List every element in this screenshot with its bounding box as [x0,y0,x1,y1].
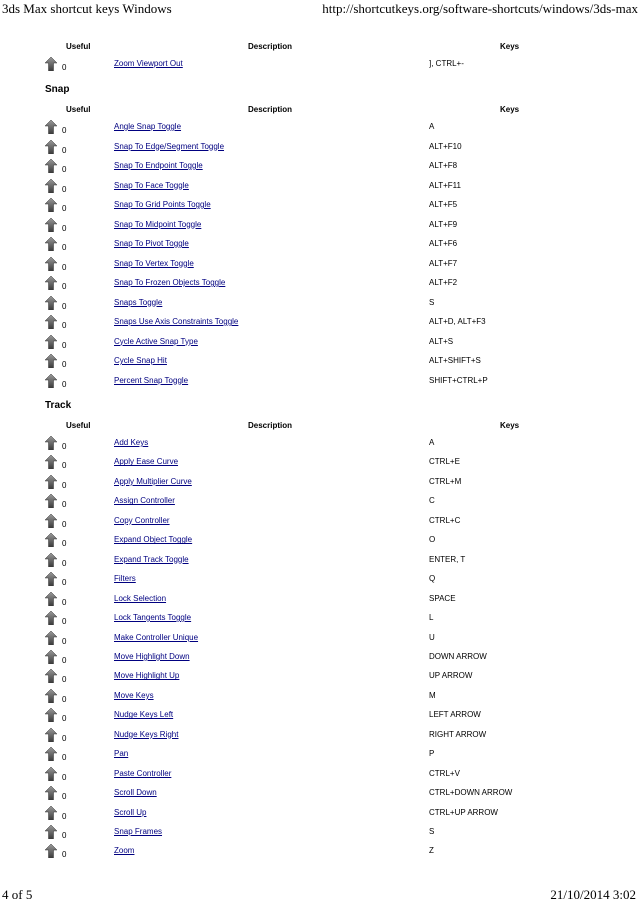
shortcut-description-link[interactable]: Make Controller Unique [114,632,199,642]
table-row [0,611,638,629]
vote-up-arrow-icon[interactable] [45,708,57,722]
shortcut-description-link[interactable]: Snap To Grid Points Toggle [114,200,211,209]
shortcut-description-link[interactable]: Move Highlight Down [114,651,190,661]
table-row [0,374,638,392]
table-row [0,475,638,493]
table-row [0,825,638,843]
shortcut-keys: SHIFT+CTRL+P [429,375,488,385]
table-row [0,57,638,75]
shortcut-description-link[interactable]: Percent Snap Toggle [114,375,189,385]
table-row [0,767,638,785]
useful-count: 0 [62,145,67,155]
useful-count: 0 [62,126,67,135]
column-header-description: Description [248,42,293,51]
vote-up-arrow-icon[interactable] [45,218,57,232]
vote-up-arrow-icon[interactable] [45,728,57,742]
vote-up-arrow-icon[interactable] [45,650,57,664]
vote-up-arrow-icon[interactable] [45,57,57,71]
vote-up-arrow-icon[interactable] [45,179,57,193]
shortcut-keys: Q [429,574,436,584]
shortcut-description-link[interactable]: Assign Controller [114,496,175,506]
shortcut-keys: UP ARROW [429,671,473,681]
column-header-description: Description [248,421,293,430]
shortcut-description-link[interactable]: Snap To Edge/Segment Toggle [114,141,225,151]
shortcut-description-link[interactable]: Snap To Pivot Toggle [114,239,189,248]
table-row [0,572,638,590]
shortcut-keys: ALT+D, ALT+F3 [429,317,486,326]
useful-count: 0 [62,617,67,627]
useful-count: 0 [62,811,67,821]
shortcut-keys: SPACE [429,593,456,603]
shortcut-description-link[interactable]: Angle Snap Toggle [114,122,182,131]
shortcut-keys: ALT+F10 [429,141,462,151]
column-header-useful: Useful [66,421,91,430]
vote-up-arrow-icon[interactable] [45,354,57,368]
shortcut-keys: DOWN ARROW [429,651,487,661]
table-row [0,257,638,275]
shortcut-description-link[interactable]: Filters [114,574,136,584]
vote-up-arrow-icon[interactable] [45,825,57,839]
shortcut-keys: CTRL+V [429,768,460,778]
useful-count: 0 [62,597,67,607]
useful-count: 0 [62,360,67,369]
table-row [0,198,638,216]
table-row [0,296,638,314]
shortcut-keys: CTRL+DOWN ARROW [429,788,513,798]
useful-count: 0 [62,636,67,646]
table-row [0,159,638,177]
table-row [0,218,638,236]
table-row [0,747,638,765]
shortcut-keys: ALT+F8 [429,161,458,170]
useful-count: 0 [62,301,67,311]
shortcut-description-link[interactable]: Cycle Active Snap Type [114,336,198,346]
useful-count: 0 [62,262,67,272]
vote-up-arrow-icon[interactable] [45,572,57,586]
table-row [0,315,638,333]
table-row [0,786,638,804]
shortcut-description-link[interactable]: Snap Frames [114,827,163,836]
vote-up-arrow-icon[interactable] [45,475,57,489]
table-row [0,631,638,649]
shortcut-keys: CTRL+UP ARROW [429,807,498,817]
vote-up-arrow-icon[interactable] [45,533,57,547]
useful-count: 0 [62,850,67,860]
print-footer-page: 4 of 5 [2,887,33,902]
shortcut-keys: CTRL+E [429,457,460,467]
useful-count: 0 [62,694,67,704]
shortcut-description-link[interactable]: Scroll Down [114,788,157,798]
useful-count: 0 [62,340,67,350]
section-title-snap: Snap [45,84,70,95]
shortcut-description-link[interactable]: Add Keys [114,438,149,447]
shortcut-keys: ALT+F6 [429,239,458,248]
shortcut-description-link[interactable]: Nudge Keys Right [114,729,179,739]
vote-up-arrow-icon[interactable] [45,140,57,154]
vote-up-arrow-icon[interactable] [45,159,57,173]
table-row [0,806,638,824]
print-header-url: http://shortcutkeys.org/software-shortcuts/windows/3ds-max [322,1,638,16]
shortcut-keys: O [429,535,436,545]
vote-up-arrow-icon[interactable] [45,553,57,567]
shortcut-keys: P [429,749,435,759]
vote-up-arrow-icon[interactable] [45,669,57,683]
shortcut-description-link[interactable]: Lock Tangents Toggle [114,613,192,623]
shortcut-description-link[interactable]: Move Keys [114,690,154,700]
useful-count: 0 [62,223,67,233]
useful-count: 0 [62,480,67,490]
vote-up-arrow-icon[interactable] [45,237,57,251]
useful-count: 0 [62,539,67,549]
shortcut-keys: L [429,613,434,623]
shortcut-keys: ALT+F7 [429,258,458,268]
table-row [0,553,638,571]
vote-up-arrow-icon[interactable] [45,592,57,606]
useful-count: 0 [62,243,67,252]
shortcut-keys: U [429,632,435,642]
useful-count: 0 [62,733,67,743]
shortcut-description-link[interactable]: Snap To Face Toggle [114,180,189,190]
shortcut-description-link[interactable]: Apply Multiplier Curve [114,476,192,486]
vote-up-arrow-icon[interactable] [45,276,57,290]
table-row [0,354,638,372]
shortcut-keys: ALT+F2 [429,278,458,287]
table-row [0,728,638,746]
useful-count: 0 [62,714,67,724]
useful-count: 0 [62,772,67,782]
shortcut-description-link[interactable]: Snap To Endpoint Toggle [114,161,203,170]
shortcut-keys: ALT+F9 [429,219,458,229]
section-title-track: Track [45,400,72,411]
vote-up-arrow-icon[interactable] [45,198,57,212]
print-footer-date: 21/10/2014 3:02 [550,887,636,902]
vote-up-arrow-icon[interactable] [45,315,57,329]
shortcut-description-link[interactable]: Paste Controller [114,768,172,778]
table-row [0,455,638,473]
shortcut-keys: Z [429,846,434,856]
table-row [0,669,638,687]
shortcut-keys: ALT+F11 [429,180,461,190]
vote-up-arrow-icon[interactable] [45,806,57,820]
shortcut-keys: C [429,496,435,506]
vote-up-arrow-icon[interactable] [45,786,57,800]
table-row [0,335,638,353]
shortcut-keys: A [429,122,435,131]
shortcut-description-link[interactable]: Scroll Up [114,807,147,817]
shortcut-keys: ALT+SHIFT+S [429,356,481,365]
vote-up-arrow-icon[interactable] [45,631,57,645]
vote-up-arrow-icon[interactable] [45,514,57,528]
column-header-useful: Useful [66,42,91,51]
useful-count: 0 [62,519,67,529]
useful-count: 0 [62,655,67,665]
useful-count: 0 [62,442,67,451]
vote-up-arrow-icon[interactable] [45,436,57,450]
useful-count: 0 [62,753,67,763]
shortcut-keys: A [429,438,435,447]
vote-up-arrow-icon[interactable] [45,257,57,271]
shortcut-keys: ENTER, T [429,554,466,564]
shortcut-description-link[interactable]: Snap To Frozen Objects Toggle [114,278,226,287]
shortcut-description-link[interactable]: Copy Controller [114,515,170,525]
vote-up-arrow-icon[interactable] [45,296,57,310]
table-row [0,708,638,726]
shortcut-description-link[interactable]: Expand Track Toggle [114,554,189,564]
table-row [0,276,638,294]
useful-count: 0 [62,461,67,471]
vote-up-arrow-icon[interactable] [45,374,57,388]
print-header-title: 3ds Max shortcut keys Windows [2,1,172,16]
shortcut-description-link[interactable]: Lock Selection [114,593,167,603]
shortcut-description-link[interactable]: Zoom Viewport Out [114,59,183,68]
table-row [0,592,638,610]
table-row [0,237,638,255]
useful-count: 0 [62,282,67,291]
table-row [0,844,638,862]
table-row [0,689,638,707]
vote-up-arrow-icon[interactable] [45,335,57,349]
shortcut-description-link[interactable]: Apply Ease Curve [114,457,179,467]
column-header-keys: Keys [500,421,520,430]
shortcut-description-link[interactable]: Nudge Keys Left [114,710,174,720]
useful-count: 0 [62,675,67,685]
useful-count: 0 [62,500,67,510]
useful-count: 0 [62,578,67,588]
vote-up-arrow-icon[interactable] [45,455,57,469]
useful-count: 0 [62,792,67,802]
shortcut-description-link[interactable]: Snaps Use Axis Constraints Toggle [114,317,239,326]
column-header-keys: Keys [500,42,520,51]
useful-count: 0 [62,204,67,213]
shortcut-keys: CTRL+C [429,515,461,525]
shortcut-keys: M [429,690,436,700]
useful-count: 0 [62,63,67,72]
shortcut-keys: ALT+S [429,336,454,346]
table-row [0,533,638,551]
table-row [0,514,638,532]
shortcut-description-link[interactable]: Cycle Snap Hit [114,356,167,365]
table-row [0,120,638,138]
vote-up-arrow-icon[interactable] [45,747,57,761]
useful-count: 0 [62,184,67,194]
shortcut-description-link[interactable]: Snap To Midpoint Toggle [114,219,202,229]
shortcut-description-link[interactable]: Expand Object Toggle [114,535,193,545]
table-row [0,179,638,197]
column-header-useful: Useful [66,105,91,114]
shortcut-keys: LEFT ARROW [429,710,481,720]
column-header-description: Description [248,105,293,114]
vote-up-arrow-icon[interactable] [45,611,57,625]
shortcut-keys: S [429,297,435,307]
useful-count: 0 [62,831,67,840]
shortcut-description-link[interactable]: Zoom [114,846,135,856]
shortcut-description-link[interactable]: Snaps Toggle [114,297,163,307]
useful-count: 0 [62,379,67,389]
vote-up-arrow-icon[interactable] [45,767,57,781]
table-row [0,494,638,512]
table-row [0,650,638,668]
vote-up-arrow-icon[interactable] [45,494,57,508]
useful-count: 0 [62,321,67,330]
shortcut-keys: CTRL+M [429,476,462,486]
shortcut-keys: S [429,827,435,836]
useful-count: 0 [62,558,67,568]
vote-up-arrow-icon[interactable] [45,844,57,858]
shortcut-keys: RIGHT ARROW [429,729,487,739]
table-row [0,436,638,454]
useful-count: 0 [62,165,67,174]
vote-up-arrow-icon[interactable] [45,120,57,134]
column-header-keys: Keys [500,105,520,114]
shortcut-keys: ALT+F5 [429,200,458,209]
shortcut-description-link[interactable]: Snap To Vertex Toggle [114,258,194,268]
table-row [0,140,638,158]
shortcut-description-link[interactable]: Pan [114,749,129,759]
shortcut-description-link[interactable]: Move Highlight Up [114,671,180,681]
shortcut-keys: ], CTRL+- [429,59,464,68]
vote-up-arrow-icon[interactable] [45,689,57,703]
